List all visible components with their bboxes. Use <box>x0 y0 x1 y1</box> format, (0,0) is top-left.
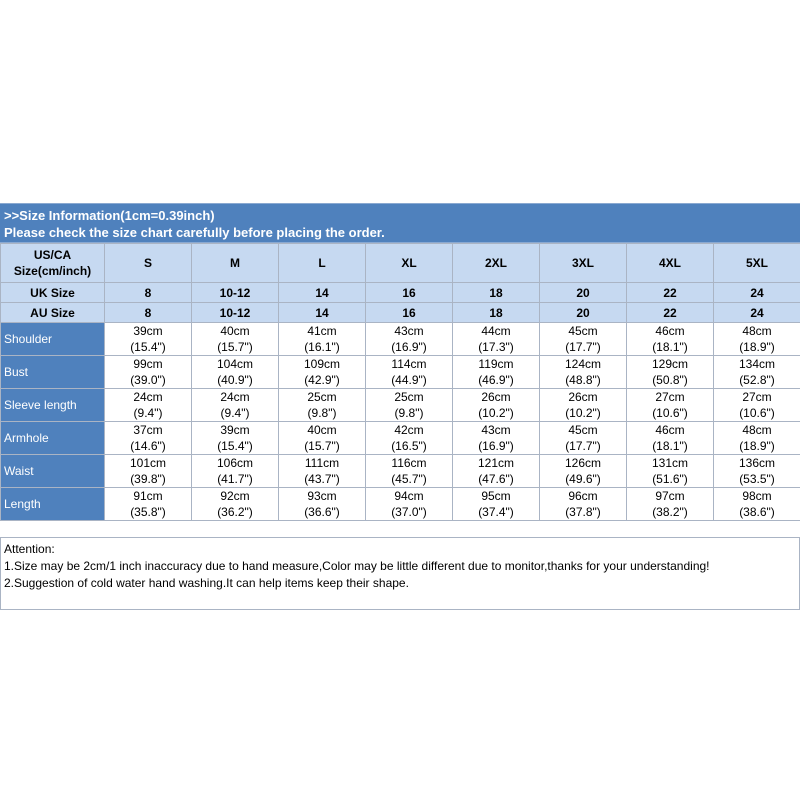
measurement-cell <box>192 356 279 389</box>
measurement-cell <box>279 455 366 488</box>
cm-value: 131cm <box>651 456 689 470</box>
banner-title: >>Size Information(1cm=0.39inch) <box>4 208 215 223</box>
inch-value: (15.4") <box>217 439 253 453</box>
measurement-cell <box>453 488 540 521</box>
au-size-label: AU Size <box>1 303 105 323</box>
inch-value: (41.7") <box>217 472 253 486</box>
cm-value: 42cm <box>394 423 424 437</box>
inch-value: (15.7") <box>217 340 253 354</box>
cm-value: 48cm <box>742 324 772 338</box>
inch-value: (18.9") <box>739 340 775 354</box>
size-table <box>0 243 800 521</box>
attention-notes <box>0 537 800 610</box>
measurement-cell <box>366 488 453 521</box>
measurement-label: Length <box>1 488 105 521</box>
measurement-label: Shoulder <box>1 323 105 356</box>
measurement-cell <box>279 488 366 521</box>
uk-cell: 16 <box>366 283 453 303</box>
inch-value: (47.6") <box>478 472 514 486</box>
cm-value: 94cm <box>394 489 424 503</box>
measurement-cell <box>192 389 279 422</box>
banner-subtitle: Please check the size chart carefully before placing the order. <box>4 225 385 240</box>
attention-title: Attention: <box>4 542 55 556</box>
cm-value: 121cm <box>477 456 515 470</box>
measurement-cell <box>714 488 800 521</box>
measurement-row <box>1 323 800 356</box>
measurement-label: Waist <box>1 455 105 488</box>
measurement-cell <box>453 455 540 488</box>
inch-value: (15.7") <box>304 439 340 453</box>
inch-value: (37.8") <box>565 505 601 519</box>
cm-value: 24cm <box>133 390 163 404</box>
measurement-cell <box>192 422 279 455</box>
uk-size-row <box>1 283 800 303</box>
uk-cell: 22 <box>627 283 714 303</box>
cm-value: 106cm <box>216 456 254 470</box>
measurement-cell <box>714 389 800 422</box>
measurement-label: Armhole <box>1 422 105 455</box>
inch-value: (48.8") <box>565 373 601 387</box>
uk-cell: 24 <box>714 283 800 303</box>
cm-value: 24cm <box>220 390 250 404</box>
inch-value: (17.7") <box>565 340 601 354</box>
inch-value: (18.1") <box>652 340 688 354</box>
cm-value: 37cm <box>133 423 163 437</box>
measurement-row <box>1 356 800 389</box>
sizes-cell: 2XL <box>453 244 540 283</box>
measurement-cell <box>366 389 453 422</box>
measurement-cell <box>540 356 627 389</box>
inch-value: (39.8") <box>130 472 166 486</box>
measurement-cell <box>453 323 540 356</box>
inch-value: (35.8") <box>130 505 166 519</box>
cm-value: 109cm <box>303 357 341 371</box>
measurement-cell <box>714 356 800 389</box>
cm-value: 95cm <box>481 489 511 503</box>
inch-value: (18.1") <box>652 439 688 453</box>
sizes-cell: 3XL <box>540 244 627 283</box>
inch-value: (10.2") <box>478 406 514 420</box>
measurement-cell <box>105 422 192 455</box>
measurement-cell <box>714 455 800 488</box>
cm-value: 26cm <box>568 390 598 404</box>
inch-value: (9.4") <box>220 406 250 420</box>
measurement-row <box>1 455 800 488</box>
measurement-label: Bust <box>1 356 105 389</box>
cm-value: 124cm <box>564 357 602 371</box>
cm-value: 44cm <box>481 324 511 338</box>
cm-value: 25cm <box>394 390 424 404</box>
us-size-label <box>1 244 105 283</box>
cm-value: 134cm <box>738 357 776 371</box>
inch-value: (9.4") <box>133 406 163 420</box>
inch-value: (16.9") <box>391 340 427 354</box>
cm-value: 129cm <box>651 357 689 371</box>
measurement-cell <box>192 323 279 356</box>
cm-value: 104cm <box>216 357 254 371</box>
inch-value: (17.3") <box>478 340 514 354</box>
inch-value: (50.8") <box>652 373 688 387</box>
cm-value: 27cm <box>742 390 772 404</box>
uk-cell: 8 <box>105 283 192 303</box>
inch-value: (44.9") <box>391 373 427 387</box>
measurement-cell <box>279 323 366 356</box>
uk-cell: 20 <box>540 283 627 303</box>
inch-value: (37.0") <box>391 505 427 519</box>
measurement-cell <box>540 455 627 488</box>
cm-value: 101cm <box>129 456 167 470</box>
inch-value: (14.6") <box>130 439 166 453</box>
au-cell: 20 <box>540 303 627 323</box>
cm-value: 99cm <box>133 357 163 371</box>
inch-value: (37.4") <box>478 505 514 519</box>
cm-value: 27cm <box>655 390 685 404</box>
inch-value: (9.8") <box>307 406 337 420</box>
cm-value: 45cm <box>568 423 598 437</box>
inch-value: (49.6") <box>565 472 601 486</box>
measurement-cell <box>279 356 366 389</box>
cm-value: 111cm <box>304 456 340 470</box>
uk-cell: 18 <box>453 283 540 303</box>
measurement-cell <box>627 488 714 521</box>
measurement-cell <box>627 356 714 389</box>
measurement-cell <box>627 389 714 422</box>
inch-value: (52.8") <box>739 373 775 387</box>
inch-value: (53.5") <box>739 472 775 486</box>
au-cell: 18 <box>453 303 540 323</box>
cm-value: 116cm <box>391 456 427 470</box>
measurement-cell <box>366 323 453 356</box>
measurement-row <box>1 389 800 422</box>
cm-value: 43cm <box>394 324 424 338</box>
au-cell: 16 <box>366 303 453 323</box>
measurement-cell <box>105 389 192 422</box>
cm-value: 92cm <box>220 489 250 503</box>
measurement-cell <box>453 422 540 455</box>
cm-value: 48cm <box>742 423 772 437</box>
cm-value: 98cm <box>742 489 772 503</box>
au-size-row <box>1 303 800 323</box>
measurement-cell <box>540 389 627 422</box>
cm-value: 46cm <box>655 423 685 437</box>
inch-value: (51.6") <box>652 472 688 486</box>
measurement-cell <box>540 323 627 356</box>
us-label-line2: Size(cm/inch) <box>13 264 92 278</box>
measurement-cell <box>453 356 540 389</box>
inch-value: (18.9") <box>739 439 775 453</box>
measurement-cell <box>192 488 279 521</box>
inch-value: (36.6") <box>304 505 340 519</box>
measurement-cell <box>366 356 453 389</box>
inch-value: (38.6") <box>739 505 775 519</box>
size-chart <box>0 203 800 610</box>
cm-value: 46cm <box>655 324 685 338</box>
inch-value: (17.7") <box>565 439 601 453</box>
cm-value: 136cm <box>738 456 776 470</box>
au-cell: 8 <box>105 303 192 323</box>
us-label-line1: US/CA <box>33 248 72 262</box>
inch-value: (46.9") <box>478 373 514 387</box>
measurement-cell <box>105 455 192 488</box>
cm-value: 126cm <box>564 456 602 470</box>
measurement-cell <box>105 488 192 521</box>
measurement-cell <box>105 323 192 356</box>
sizes-cell: XL <box>366 244 453 283</box>
au-cell: 14 <box>279 303 366 323</box>
attention-line-2: 2.Suggestion of cold water hand washing.It can help items keep their shape. <box>4 576 409 590</box>
measurement-row <box>1 422 800 455</box>
measurement-cell <box>105 356 192 389</box>
cm-value: 39cm <box>133 324 163 338</box>
inch-value: (43.7") <box>304 472 340 486</box>
cm-value: 96cm <box>568 489 598 503</box>
inch-value: (40.9") <box>217 373 253 387</box>
cm-value: 25cm <box>307 390 337 404</box>
sizes-cell: 5XL <box>714 244 800 283</box>
cm-value: 91cm <box>133 489 163 503</box>
inch-value: (38.2") <box>652 505 688 519</box>
sizes-cell: M <box>192 244 279 283</box>
inch-value: (15.4") <box>130 340 166 354</box>
au-cell: 24 <box>714 303 800 323</box>
measurement-cell <box>627 455 714 488</box>
attention-line-1: 1.Size may be 2cm/1 inch inaccuracy due to hand measure,Color may be little different due to monitor,thanks for your understanding! <box>4 559 710 573</box>
inch-value: (10.2") <box>565 406 601 420</box>
inch-value: (16.9") <box>478 439 514 453</box>
uk-cell: 14 <box>279 283 366 303</box>
sizes-cell: 4XL <box>627 244 714 283</box>
measurement-cell <box>366 455 453 488</box>
inch-value: (39.0") <box>130 373 166 387</box>
cm-value: 40cm <box>220 324 250 338</box>
measurement-cell <box>714 323 800 356</box>
inch-value: (10.6") <box>739 406 775 420</box>
inch-value: (16.5") <box>391 439 427 453</box>
sizes-cell: S <box>105 244 192 283</box>
measurement-cell <box>627 422 714 455</box>
cm-value: 93cm <box>307 489 337 503</box>
cm-value: 45cm <box>568 324 598 338</box>
measurement-cell <box>453 389 540 422</box>
inch-value: (16.1") <box>304 340 340 354</box>
size-info-banner <box>0 203 800 243</box>
measurement-row <box>1 488 800 521</box>
cm-value: 114cm <box>391 357 427 371</box>
cm-value: 40cm <box>307 423 337 437</box>
cm-value: 39cm <box>220 423 250 437</box>
cm-value: 41cm <box>307 324 337 338</box>
measurement-cell <box>540 488 627 521</box>
uk-cell: 10-12 <box>192 283 279 303</box>
inch-value: (9.8") <box>394 406 424 420</box>
measurement-cell <box>540 422 627 455</box>
inch-value: (36.2") <box>217 505 253 519</box>
cm-value: 97cm <box>655 489 685 503</box>
cm-value: 26cm <box>481 390 511 404</box>
inch-value: (45.7") <box>391 472 427 486</box>
cm-value: 43cm <box>481 423 511 437</box>
measurement-cell <box>192 455 279 488</box>
measurement-cell <box>627 323 714 356</box>
inch-value: (42.9") <box>304 373 340 387</box>
au-cell: 10-12 <box>192 303 279 323</box>
measurement-cell <box>714 422 800 455</box>
us-size-row <box>1 244 800 283</box>
measurement-cell <box>279 422 366 455</box>
measurement-cell <box>366 422 453 455</box>
cm-value: 119cm <box>478 357 514 371</box>
au-cell: 22 <box>627 303 714 323</box>
uk-size-label: UK Size <box>1 283 105 303</box>
measurement-label: Sleeve length <box>1 389 105 422</box>
sizes-cell: L <box>279 244 366 283</box>
inch-value: (10.6") <box>652 406 688 420</box>
measurement-cell <box>279 389 366 422</box>
